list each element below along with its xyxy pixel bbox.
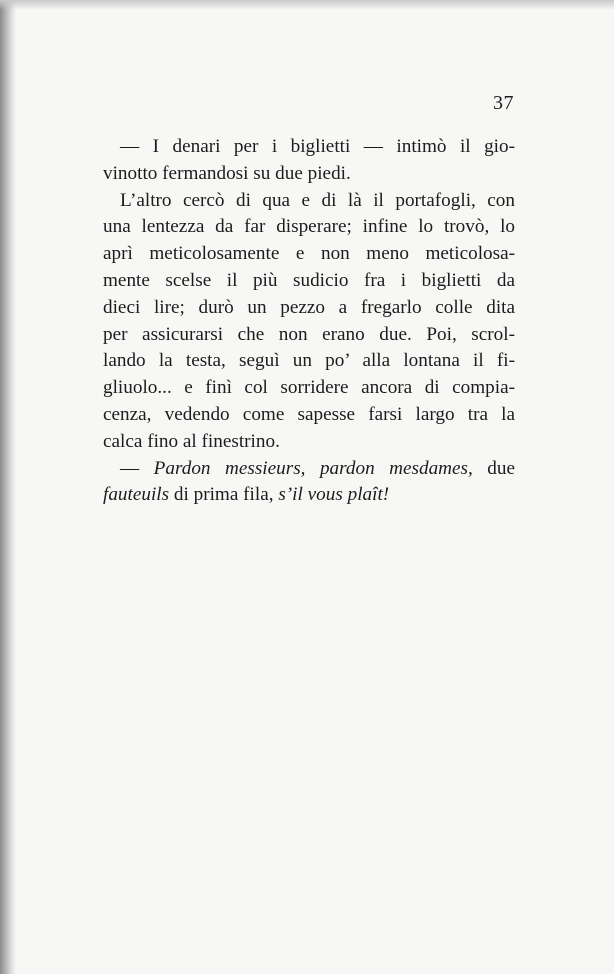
text-line: aprì meticolosamente e non meno meticolosa-	[103, 243, 515, 265]
text-line	[103, 456, 515, 483]
page-top-shadow	[0, 0, 614, 10]
text-line	[103, 482, 515, 509]
body-text	[103, 134, 515, 509]
text-line: — I denari per i biglietti — intimò il gio-	[120, 136, 515, 157]
italic-phrase: Pardon messieurs, pardon mesdames,	[153, 457, 473, 479]
text-line: gliuolo... e finì col sorridere ancora di compia-	[103, 377, 515, 399]
page-number: 37	[493, 92, 514, 114]
text-line: dieci lire; durò un pezzo a fregarlo colle dita	[103, 296, 515, 318]
text-line: vinotto fermandosi su due piedi.	[103, 162, 351, 184]
dash-prefix: —	[120, 457, 154, 479]
text-line: per assicurarsi che non erano due. Poi, scrol-	[103, 323, 515, 345]
text-fragment: di prima fila,	[169, 484, 279, 506]
text-line: una lentezza da far disperare; infine lo trovò, lo	[103, 216, 515, 238]
italic-word: fauteuils	[103, 484, 170, 506]
italic-phrase: s’il vous plaît!	[278, 484, 390, 506]
text-line: cenza, vedendo come sapesse farsi largo tra la	[103, 403, 515, 425]
text-line: calca fino al finestrino.	[103, 430, 280, 452]
text-line: L’altro cercò di qua e di là il portafogli, con	[120, 189, 515, 211]
text-line: lando la testa, seguì un po’ alla lontana il fi-	[103, 350, 515, 372]
page-binding-shadow	[0, 0, 16, 974]
text-line: mente scelse il più sudicio fra i biglietti da	[103, 269, 515, 291]
text-fragment: due	[472, 457, 515, 479]
